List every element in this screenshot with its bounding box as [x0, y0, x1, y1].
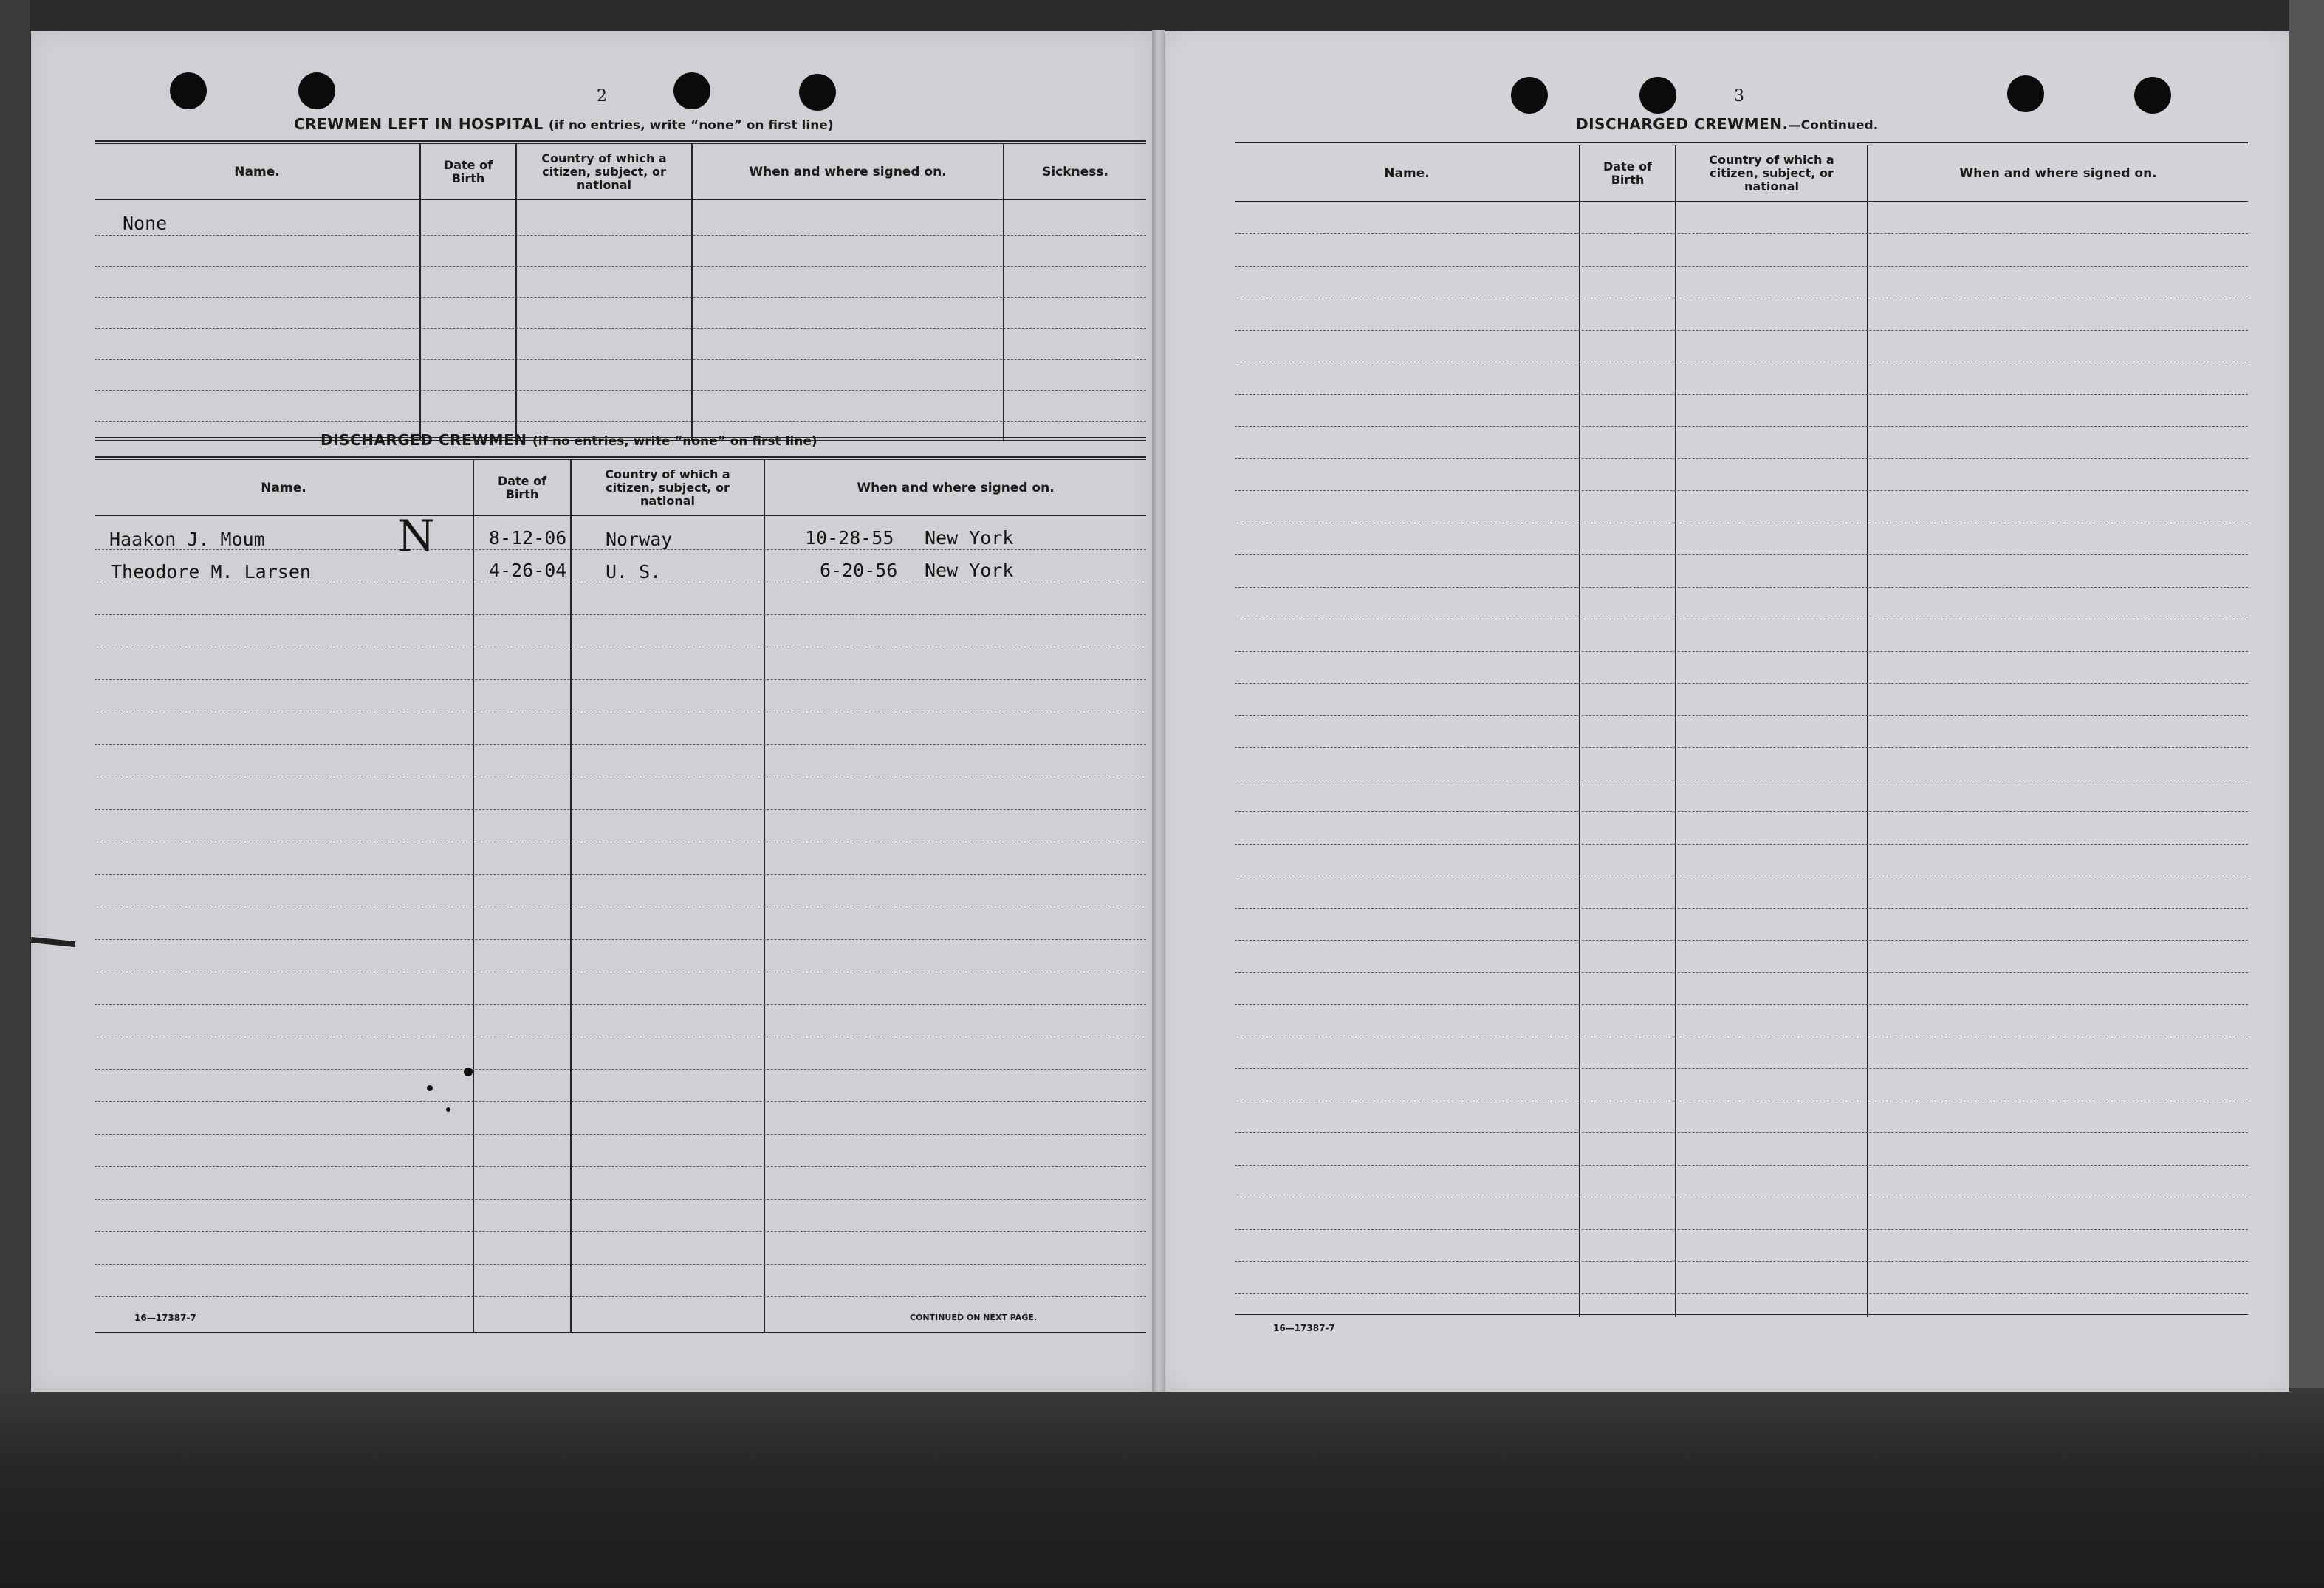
header-country: Country of which a citizen, subject, or national	[541, 151, 667, 192]
page-number: 3	[1734, 87, 1744, 106]
ruled-line	[1235, 747, 2248, 748]
ruled-line	[95, 744, 1146, 745]
ruled-line	[1235, 330, 2248, 331]
header-signed-on: When and where signed on.	[857, 480, 1055, 495]
background-left-edge	[0, 0, 30, 1403]
ruled-line	[1235, 490, 2248, 491]
ruled-line	[95, 1199, 1146, 1200]
ruled-line	[95, 1264, 1146, 1265]
punch-hole	[2007, 75, 2044, 112]
ruled-line	[95, 939, 1146, 940]
ruled-line	[1235, 554, 2248, 555]
hospital-title-text: CREWMEN LEFT IN HOSPITAL	[294, 115, 544, 133]
handwritten-annotation: N	[397, 511, 435, 561]
ink-dot	[464, 1068, 473, 1076]
ruled-line	[1235, 651, 2248, 652]
ruled-line	[1235, 811, 2248, 812]
left-page	[31, 31, 1152, 1392]
header-date-of-birth: Date of Birth	[497, 474, 547, 501]
ruled-line	[95, 1004, 1146, 1005]
ruled-line	[1235, 972, 2248, 973]
ruled-line	[1235, 844, 2248, 845]
ruled-line	[1235, 683, 2248, 684]
ruled-line	[95, 1296, 1146, 1297]
ruled-line	[95, 1134, 1146, 1135]
ruled-line	[1235, 266, 2248, 267]
section-continued-note: —Continued.	[1788, 118, 1879, 133]
header-country: Country of which a citizen, subject, or national	[1709, 153, 1834, 193]
punch-hole	[1511, 77, 1548, 114]
section-title-text: DISCHARGED CREWMEN.	[1576, 115, 1789, 133]
discharged-row-name: Theodore M. Larsen	[111, 561, 311, 582]
background-table-surface	[0, 1388, 2324, 1588]
ruled-line	[1235, 587, 2248, 588]
discharged-title-text: DISCHARGED CREWMEN	[321, 431, 527, 449]
right-page	[1165, 31, 2289, 1392]
punch-hole	[298, 72, 335, 109]
edge-mark	[31, 937, 76, 947]
ruled-line	[1235, 1165, 2248, 1166]
discharged-continued-table	[1235, 142, 2248, 1352]
discharged-row-dob: 4-26-04	[489, 560, 567, 581]
ruled-line	[95, 1069, 1146, 1070]
header-country: Country of which a citizen, subject, or national	[605, 467, 730, 508]
page-number: 2	[597, 87, 607, 106]
discharged-row-dob: 8-12-06	[489, 527, 567, 549]
ruled-line	[95, 679, 1146, 680]
header-name: Name.	[234, 164, 280, 179]
discharged-row-date: 10-28-55	[805, 527, 894, 549]
binding-gutter	[1152, 30, 1165, 1392]
table-bottom-rule	[95, 1332, 1146, 1333]
ruled-line	[95, 614, 1146, 615]
ruled-line	[95, 1231, 1146, 1232]
ruled-line	[95, 1166, 1146, 1167]
header-name: Name.	[261, 480, 306, 495]
punch-hole	[2134, 77, 2171, 114]
hospital-section-title	[294, 115, 834, 133]
punch-hole	[170, 72, 207, 109]
ruled-line	[1235, 1068, 2248, 1069]
table-bottom-rule	[1235, 1314, 2248, 1315]
form-number: 16—17387-7	[134, 1313, 196, 1323]
discharged-row-place: New York	[925, 527, 1014, 549]
ruled-line	[1235, 1229, 2248, 1230]
ruled-line	[1235, 1004, 2248, 1005]
hospital-title-note: (if no entries, write “none” on first line)	[548, 118, 834, 133]
ruled-line	[95, 874, 1146, 875]
discharged-table	[95, 456, 1146, 1336]
header-date-of-birth: Date of Birth	[443, 158, 493, 185]
discharged-row-date: 6-20-56	[820, 560, 898, 581]
ruled-line	[1235, 1132, 2248, 1133]
discharged-row-country: Norway	[606, 529, 673, 550]
ink-dot	[427, 1085, 433, 1091]
header-signed-on: When and where signed on.	[1959, 165, 2157, 181]
ruled-line	[1235, 1293, 2248, 1294]
form-number: 16—17387-7	[1273, 1323, 1335, 1333]
ruled-line	[95, 809, 1146, 810]
punch-hole	[673, 72, 710, 109]
ruled-line	[95, 1101, 1146, 1102]
discharged-title-note: (if no entries, write “none” on first line)	[532, 434, 817, 449]
ruled-line	[1235, 715, 2248, 716]
discharged-row-name: Haakon J. Moum	[109, 529, 265, 550]
discharged-continued-title	[1576, 115, 1878, 133]
ink-dot	[446, 1107, 450, 1112]
header-date-of-birth: Date of Birth	[1603, 159, 1653, 187]
ruled-line	[1235, 908, 2248, 909]
discharged-section-title	[321, 431, 817, 449]
ruled-line	[1235, 426, 2248, 427]
punch-hole	[799, 74, 836, 111]
ruled-line	[1235, 1261, 2248, 1262]
continued-note: CONTINUED ON NEXT PAGE.	[910, 1313, 1038, 1322]
ruled-line	[1235, 458, 2248, 459]
header-signed-on: When and where signed on.	[749, 164, 947, 179]
ruled-line	[1235, 233, 2248, 234]
header-name: Name.	[1384, 165, 1430, 181]
background-right-edge	[2289, 0, 2324, 1403]
header-sickness: Sickness.	[1042, 164, 1108, 179]
punch-hole	[1639, 77, 1676, 114]
hospital-table	[95, 140, 1146, 443]
hospital-row-name: None	[123, 213, 168, 234]
ruled-line	[1235, 940, 2248, 941]
discharged-row-place: New York	[925, 560, 1014, 581]
discharged-row-country: U. S.	[606, 561, 662, 582]
ruled-line	[1235, 394, 2248, 395]
